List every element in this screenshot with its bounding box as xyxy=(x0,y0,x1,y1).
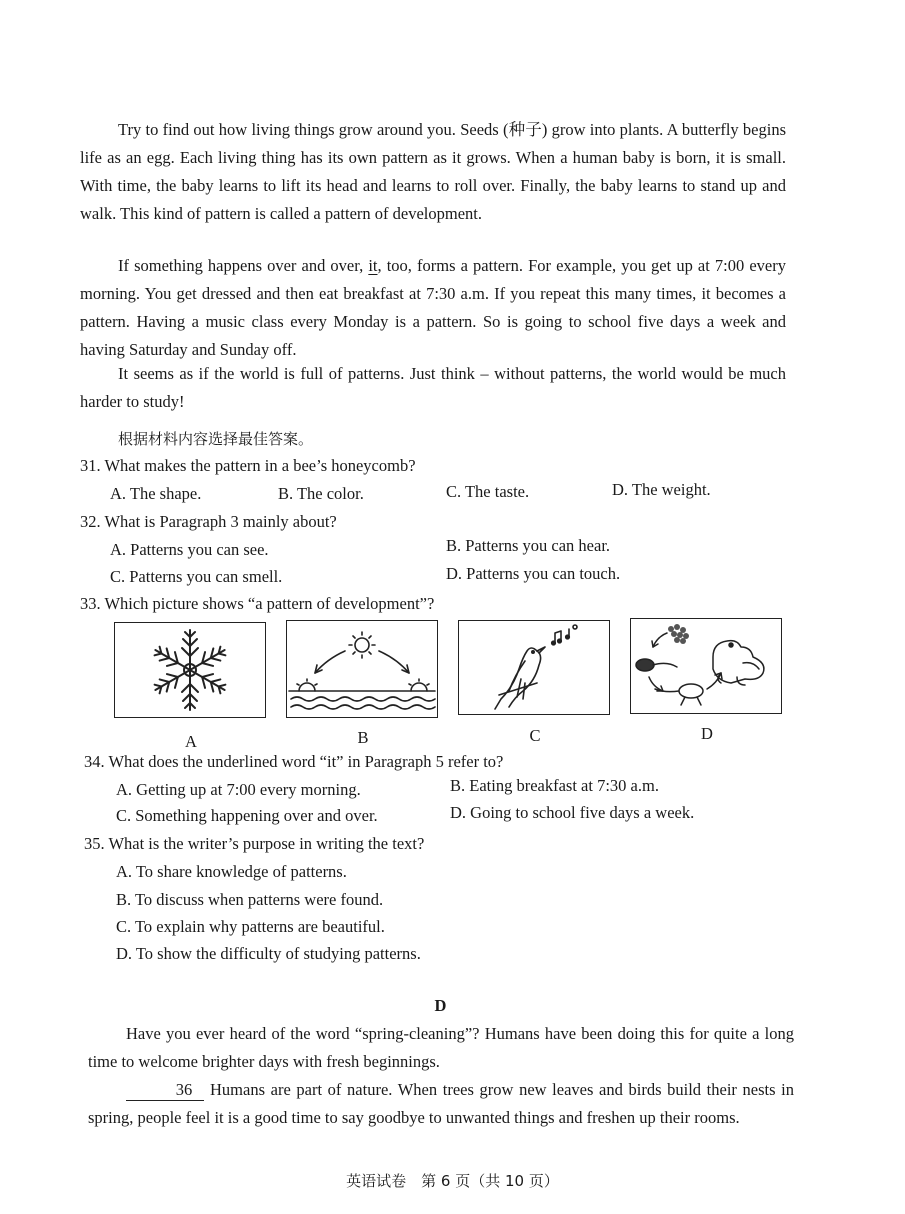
question-32-stem: 32. What is Paragraph 3 mainly about? xyxy=(80,512,337,531)
snowflake-icon xyxy=(115,623,265,717)
q34-option-b[interactable]: B. Eating breakfast at 7:30 a.m. xyxy=(450,776,659,795)
question-31-stem: 31. What makes the pattern in a bee’s honeycomb? xyxy=(80,456,416,475)
passage-d-paragraph-2 xyxy=(88,1076,794,1132)
q35-option-b[interactable]: B. To discuss when patterns were found. xyxy=(116,890,384,909)
q32-option-c[interactable]: C. Patterns you can smell. xyxy=(110,567,283,586)
q32-option-a[interactable]: A. Patterns you can see. xyxy=(110,540,269,559)
instruction-text: 根据材料内容选择最佳答案。 xyxy=(118,430,314,448)
paragraph-2-rest: , too, forms a pattern. For example, you get up at 7:00 every morning. You get dressed and then eat breakfast at 7:30 a.m. If you repeat this many times, it becomes a pattern. Having a music class every Monday is a pattern. So is going to school five days a week and having Saturday and Sunday off. xyxy=(80,256,786,359)
q31-option-d[interactable]: D. The weight. xyxy=(612,480,711,499)
frog-life-cycle-icon xyxy=(631,619,781,713)
question-34-stem: 34. What does the underlined word “it” in Paragraph 5 refer to? xyxy=(84,752,504,771)
underlined-word-it: it xyxy=(368,256,378,275)
passage-c-paragraph-3: It seems as if the world is full of patterns. Just think – without patterns, the world would be much harder to study! xyxy=(80,364,786,411)
page-footer: 英语试卷 第 6 页（共 10 页） xyxy=(346,1172,559,1190)
passage-c-paragraph-2 xyxy=(80,252,786,364)
paragraph-2-start: If something happens over and over, xyxy=(118,256,369,275)
q35-option-c[interactable]: C. To explain why patterns are beautiful. xyxy=(116,917,385,936)
q35-option-a[interactable]: A. To share knowledge of patterns. xyxy=(116,862,347,881)
question-33-stem: 33. Which picture shows “a pattern of development”? xyxy=(80,594,435,613)
q32-option-b[interactable]: B. Patterns you can hear. xyxy=(446,536,611,555)
picture-c[interactable] xyxy=(458,620,610,715)
q34-option-d[interactable]: D. Going to school five days a week. xyxy=(450,803,695,822)
paragraph-d2-text: Humans are part of nature. When trees grow new leaves and birds build their nests in spring, people feel it is a good time to say goodbye to unwanted things and freshen up their rooms. xyxy=(88,1080,794,1127)
picture-b-label: B xyxy=(357,728,369,747)
q35-option-d[interactable]: D. To show the difficulty of studying patterns. xyxy=(116,944,421,963)
picture-a[interactable] xyxy=(114,622,266,718)
q34-option-a[interactable]: A. Getting up at 7:00 every morning. xyxy=(116,780,361,799)
singing-bird-icon xyxy=(459,621,609,714)
picture-c-label: C xyxy=(529,726,541,745)
picture-b[interactable] xyxy=(286,620,438,718)
passage-d-paragraph-1: Have you ever heard of the word “spring-cleaning”? Humans have been doing this for quite a long time to welcome brighter days with fresh beginnings. xyxy=(88,1024,794,1071)
q31-option-b[interactable]: B. The color. xyxy=(278,484,364,503)
section-heading-d: D xyxy=(434,996,447,1015)
q34-option-c[interactable]: C. Something happening over and over. xyxy=(116,806,378,825)
picture-a-label: A xyxy=(185,732,197,751)
passage-c-paragraph-1: Try to find out how living things grow around you. Seeds (种子) grow into plants. A butterfly begins life as an egg. Each living thing has its own pattern as it grows. When a human baby is born, it is small. With time, the baby learns to lift its head and learns to roll over. Finally, the baby learns to stand up and walk. This kind of pattern is called a pattern of development. xyxy=(80,120,786,223)
picture-d-label: D xyxy=(701,724,713,743)
q31-option-a[interactable]: A. The shape. xyxy=(110,484,202,503)
picture-d[interactable] xyxy=(630,618,782,714)
q32-option-d[interactable]: D. Patterns you can touch. xyxy=(446,564,621,583)
q31-option-c[interactable]: C. The taste. xyxy=(446,482,530,501)
sun-path-over-sea-icon xyxy=(287,621,437,717)
question-35-stem: 35. What is the writer’s purpose in writing the text? xyxy=(84,834,425,853)
blank-36[interactable]: 36 xyxy=(126,1080,204,1101)
